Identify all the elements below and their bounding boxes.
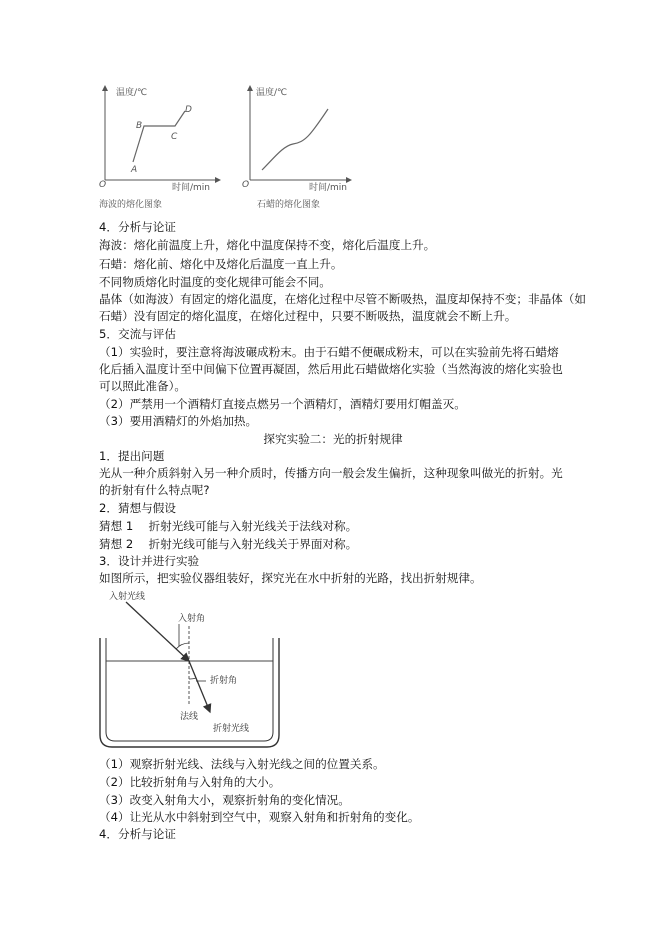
evaluation-3: （3）要用酒精灯的外焰加热。 [99, 414, 258, 428]
evaluation-1-line-1: （1）实验时，要注意将海波碾成粉末。由于石蜡不便碾成粉末，可以在实验前先将石蜡熔 [99, 345, 559, 359]
haibo-result: 海波：熔化前温度上升，熔化中温度保持不变，熔化后温度上升。 [99, 238, 436, 252]
step-2: （2）比较折射角与入射角的大小。 [99, 775, 281, 789]
crystal-note-line-1: 晶体（如海波）有固定的熔化温度，在熔化过程中尽管不断吸热，温度却保持不变；非晶体（如 [99, 292, 586, 306]
hypothesis-title: 2．猜想与假设 [99, 501, 176, 515]
step-1: （1）观察折射光线、法线与入射光线之间的位置关系。 [99, 757, 385, 771]
x-axis-label: 时间/min [309, 183, 348, 193]
section-5-title: 5．交流与评估 [99, 327, 176, 341]
incident-ray [126, 602, 189, 661]
step-4: （4）让光从水中斜射到空气中，观察入射角和折射角的变化。 [99, 810, 420, 824]
question-line-1: 光从一种介质斜射入另一种介质时，传播方向一般会发生偏折，这种现象叫做光的折射。光 [99, 466, 563, 480]
evaluation-1-line-3: 可以照此准备）。 [99, 379, 186, 393]
hypothesis-1: 猜想 1 折射光线可能与入射光线关于法线对称。 [99, 519, 358, 533]
experiment-2-title: 探究实验二：光的折射规律 [263, 432, 403, 446]
evaluation-2: （2）严禁用一个酒精灯直接点燃另一个酒精灯，酒精灯要用灯帽盖灭。 [99, 397, 466, 411]
y-axis-label: 温度/℃ [256, 88, 288, 98]
point-d: D [185, 105, 192, 115]
point-a: A [131, 165, 138, 175]
incident-angle-label: 入射角 [178, 614, 206, 624]
y-axis-label: 温度/℃ [116, 88, 148, 98]
incident-ray-label: 入射光线 [109, 592, 146, 602]
origin-label: O [99, 180, 107, 190]
difference-note: 不同物质熔化时温度的变化规律可能会不同。 [99, 275, 331, 289]
x-axis-label: 时间/min [172, 183, 211, 193]
design-intro: 如图所示，把实验仪器组装好，探究光在水中折射的光路，找出折射规律。 [99, 571, 482, 585]
water-container [100, 638, 279, 747]
normal-label: 法线 [180, 712, 199, 722]
shila-result: 石蜡：熔化前、熔化中及熔化后温度一直上升。 [99, 257, 343, 271]
refraction-angle-label: 折射角 [210, 676, 238, 686]
crystal-note-line-2: 石蜡）没有固定的熔化温度，在熔化过程中，只要不断吸热，温度就会不断上升。 [99, 309, 517, 323]
refracted-ray-label: 折射光线 [213, 724, 250, 734]
step-3: （3）改变入射角大小，观察折射角的变化情况。 [99, 793, 350, 807]
refracted-ray [189, 661, 210, 712]
incident-angle-arc [176, 643, 189, 649]
melting-curve [262, 109, 328, 170]
question-line-2: 的折射有什么特点呢? [99, 483, 210, 497]
refraction-diagram [96, 588, 292, 750]
figure-caption: 石蜡的熔化图象 [257, 200, 321, 210]
point-c: C [171, 132, 178, 142]
point-b: B [136, 121, 143, 131]
figure-caption: 海波的熔化图象 [99, 200, 163, 210]
design-title: 3．设计并进行实验 [99, 554, 200, 568]
section-4-title: 4．分析与论证 [99, 220, 176, 234]
shila-melting-graph [238, 80, 360, 215]
hypothesis-2: 猜想 2 折射光线可能与入射光线关于界面对称。 [99, 537, 358, 551]
analysis-title: 4．分析与论证 [99, 827, 176, 841]
origin-label: O [242, 180, 250, 190]
question-title: 1．提出问题 [99, 449, 165, 463]
refraction-angle-arc [189, 678, 196, 679]
evaluation-1-line-2: 化后插入温度计至中间偏下位置再凝固，然后用此石蜡做熔化实验（当然海波的熔化实验也 [99, 362, 563, 376]
haibo-melting-graph [92, 80, 224, 215]
